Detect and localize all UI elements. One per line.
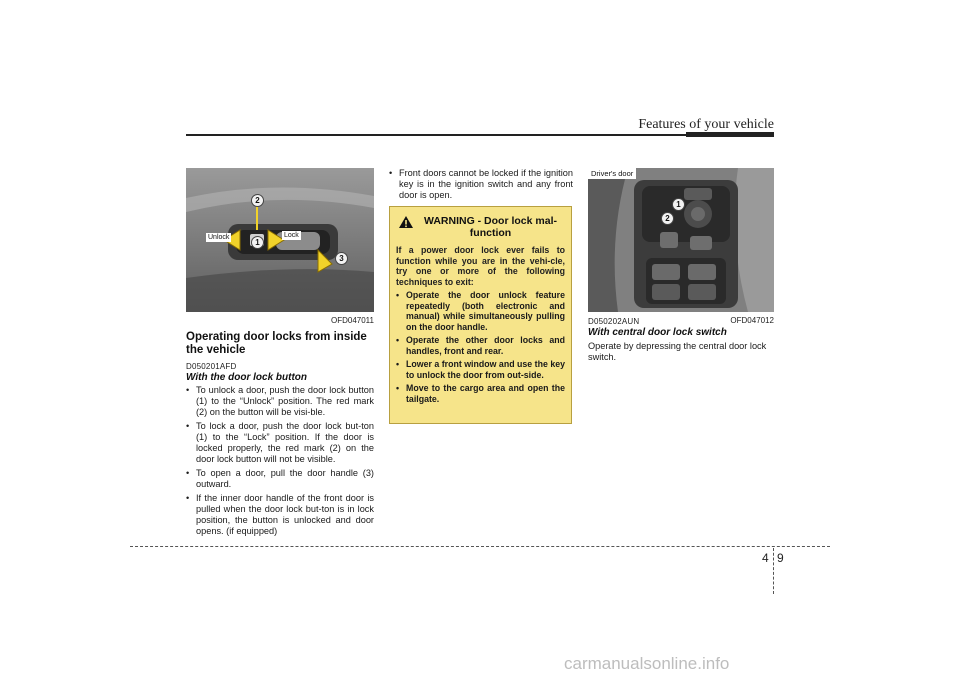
callout-1: 1 [251, 236, 264, 249]
warning-intro: If a power door lock ever fails to function while you are in the vehi-cle, try one or more of the following techniques to exit: [396, 245, 565, 287]
callout-2: 2 [251, 194, 264, 207]
running-header: Features of your vehicle [638, 117, 774, 132]
list-item: • Operate the other door locks and handles, front and rear. [396, 335, 565, 356]
callout-1: 1 [672, 198, 685, 211]
list-item: • Lower a front window and use the key to unlock the door from out-side. [396, 359, 565, 380]
page-number: 9 [777, 551, 784, 565]
list-item: • Operate the door unlock feature repeatedly (both electronic and manual) while simultaneously pulling on the door handle. [396, 290, 565, 332]
section-heading: Operating door locks from inside the vehicle [186, 331, 367, 356]
section-code-left: D050201AFD [186, 362, 237, 371]
list-item: • To lock a door, push the door lock but-ton (1) to the “Lock” position. If the door is locked properly, the red mark (2) on the door lock button will not be visible. [186, 421, 374, 465]
footer-divider [773, 548, 774, 594]
footer-rule [130, 546, 830, 547]
drivers-door-label: Driver's door [588, 168, 636, 179]
header-rule-accent [686, 132, 774, 137]
warning-title: WARNING - Door lock mal-function [423, 215, 557, 239]
warning-triangle-icon [398, 215, 414, 229]
list-item: • To unlock a door, push the door lock button (1) to the “Unlock” position. The red mark (2) on the button will be visi-ble. [186, 385, 374, 418]
chapter-number: 4 [762, 551, 769, 565]
door-lock-figure [186, 168, 374, 312]
unlock-label: Unlock [208, 234, 230, 241]
watermark: carmanualsonline.info [564, 654, 730, 673]
list-item: • Front doors cannot be locked if the ignition key is in the ignition switch and any front door is open. [389, 168, 573, 201]
door-lock-instructions [186, 385, 374, 540]
warning-box [389, 206, 572, 424]
central-lock-figure [588, 168, 774, 312]
list-item: • To open a door, pull the door handle (3) outward. [186, 468, 374, 490]
callout-3: 3 [335, 252, 348, 265]
lock-label: Lock [284, 232, 299, 239]
door-switch-panel-illustration [588, 168, 774, 312]
figure-code-left: OFD047011 [331, 316, 374, 325]
central-lock-text: Operate by depressing the central door lock switch. [588, 341, 767, 362]
warning-list [396, 290, 565, 404]
front-door-note [389, 168, 573, 204]
subheading-central-lock: With central door lock switch [588, 327, 727, 338]
section-code-right: D050202AUN [588, 317, 640, 326]
list-item: • If the inner door handle of the front door is pulled when the door lock but-ton is in lock position, the button is unlocked and door opens. (if equipped) [186, 493, 374, 537]
subheading-door-lock-button: With the door lock button [186, 372, 308, 383]
figure-code-right: OFD047012 [730, 316, 774, 325]
callout-2: 2 [661, 212, 674, 225]
list-item: • Move to the cargo area and open the tailgate. [396, 383, 565, 404]
